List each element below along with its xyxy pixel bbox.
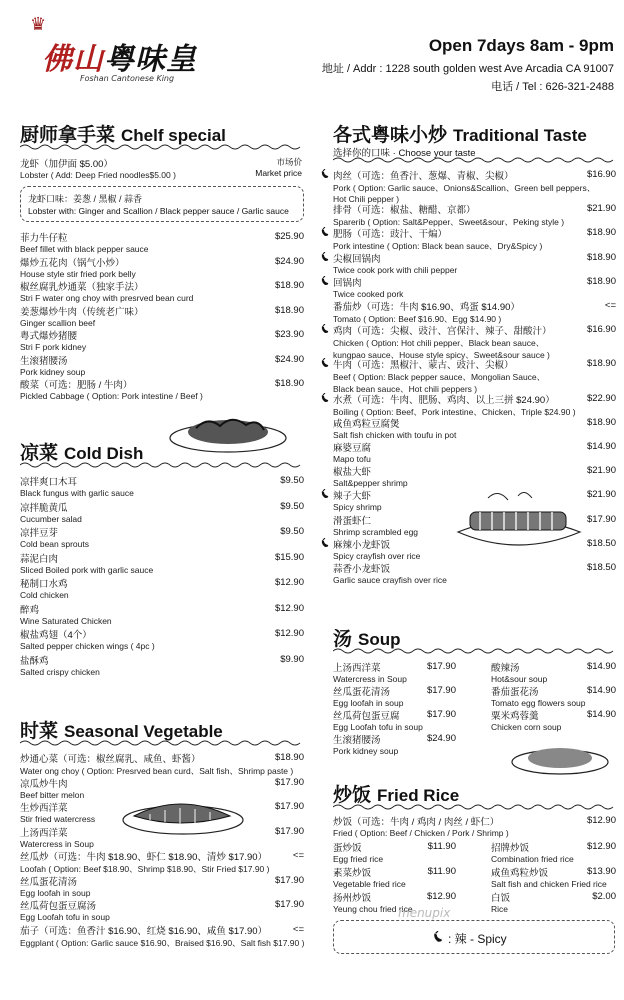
item-name-cn: 酸辣汤 [491,663,520,674]
item-name-en: Boiling ( Option: Beef、Pork intestine、Chicken、Triple $24.90 ) [333,406,576,417]
lobster-options-cn: 龙虾口味：姜葱 / 黑椒 / 蒜香 [28,194,143,204]
item-price: $18.50 [586,562,616,573]
menu-item [20,602,112,626]
item-name-cn: 茄子（可选：鱼香汁 $16.90、红烧 $16.90、咸鱼 $17.90） [20,925,268,937]
item-name-cn: 丝瓜荷包蛋豆腐汤 [20,901,97,912]
fish-dish-icon [120,790,246,836]
menu-item [333,513,418,537]
item-name-en: Egg loofah in soup [333,698,404,708]
chef-special-title: 厨师拿手菜 Chelf special [20,125,226,146]
menu-item [20,825,94,849]
item-name-en: Chicken corn soup [491,722,562,732]
item-price: $22.90 [586,392,616,404]
ribs-dish-icon [448,488,588,552]
logo-english-name: Foshan Cantonese King [80,74,175,83]
menu-item [20,377,203,401]
item-price: $14.90 [586,661,616,672]
menu-item [20,304,144,328]
menu-item [333,299,520,325]
item-price: $15.90 [274,551,304,563]
traditional-subtitle: 选择你的口味 · Choose your taste [333,148,476,159]
menu-item [333,561,447,585]
item-price: $14.90 [586,441,616,452]
item-price: $11.90 [427,866,456,877]
menu-item [333,251,457,275]
item-price: $9.50 [280,526,304,537]
item-name-en-cont: Black bean sauce、Hot chili peppers ) [333,384,478,395]
menu-item-fried-rice: 炒饭（可选：牛肉 / 鸡肉 / 肉丝 / 虾仁） Fried ( Option: Beef / Chicken / Pork / Shrimp ) [333,817,509,838]
item-name-cn: 丝瓜炒（可选：牛肉 $18.90、虾仁 $18.90、清炒 $17.90） [20,852,268,863]
traditional-title: 各式粤味小炒 Traditional Taste [333,125,587,146]
item-name-cn: 上汤西洋菜 [333,663,381,674]
menu-item [20,279,193,303]
item-name-cn: 上汤西洋菜 [20,827,68,839]
watermark: menupix [398,906,451,920]
item-name-cn: 牛肉（可选：黑椒汁、蒙古、豉汁、尖椒） [333,360,514,372]
item-name-en: Egg Loofah tofu in soup [333,722,423,732]
item-name-cn: 蒜香小龙虾饭 [333,564,391,575]
item-name-en: Pork ( Option: Garlic sauce、Onions&Scallion、Green bell peppers、 [333,183,596,193]
item-name-en: Salted pepper chicken wings ( 4pc ) [20,641,155,651]
item-price: $17.90 [426,661,456,672]
item-price: $18.90 [586,251,616,263]
item-name-en: Water ong choy ( Option: Presrved bean curd、Salt fish、Shrimp paste ) [20,766,294,776]
item-price: $21.90 [586,489,616,501]
item-name-cn: 生滚猪腰汤 [333,735,381,746]
item-name-cn: 丝瓜蛋花清汤 [333,687,391,698]
item-name-en: Loofah ( Option: Beef $18.90、Shrimp $18.90、Stir Fried $17.90 ) [20,864,270,874]
menu-item [333,323,552,361]
menu-item [20,328,86,352]
item-name-en: Rice [491,904,509,914]
item-name-en: Watercress in Soup [20,838,94,849]
item-name-en: Beef bitter melon [20,789,85,800]
wave-divider [20,739,304,747]
menu-item [333,416,456,440]
item-name-cn: 白饭 [491,893,511,904]
menu-item [491,660,547,684]
menu-header [0,0,624,110]
item-price: $16.90 [586,324,616,336]
item-price: $12.90 [426,891,456,902]
item-price: $17.90 [586,513,616,525]
menu-item [333,840,383,864]
item-price: $25.90 [274,231,304,242]
item-name-cn: 姜葱爆炒牛肉（传统老广味） [20,306,144,318]
item-name-en: Twice cooked pork [333,288,404,299]
item-price: $2.00 [592,891,616,902]
item-name-cn: 椒盐大虾 [333,467,372,479]
item-name-en: Sparerib ( Option: Salt&Pepper、Sweet&sour、Peking style ) [333,217,565,228]
item-name-en: House style stir fried pork belly [20,268,136,279]
item-name-en: Beef fillet with black pepper sauce [20,244,149,254]
menu-item [20,576,69,600]
chili-pepper-icon [320,358,330,368]
menu-item [20,776,84,800]
menu-item [20,653,100,677]
menu-item [333,440,371,464]
item-price: $24.90 [426,733,456,744]
dish-illustration-icon [168,410,288,454]
item-price: $23.90 [274,329,304,340]
item-name-cn: 番茄蛋花汤 [491,687,539,698]
item-name-en: Chicken ( Option: Hot chili pepper、Black bean sauce、 [333,338,545,349]
item-price: $18.90 [586,416,616,428]
item-name-cn: 滑蛋虾仁 [333,515,372,527]
item-name-en: Pork kidney soup [333,746,399,756]
chili-pepper-icon [320,169,330,179]
item-name-en: Sliced Boiled pork with garlic sauce [20,564,154,575]
item-price: $18.90 [274,752,304,763]
menu-item [333,275,403,299]
item-name-cn: 肉丝（可选：鱼香汁、葱爆、青椒、尖椒） [333,171,514,182]
item-name-cn: 辣子大虾 [333,491,372,503]
item-name-cn: 凉瓜炒牛肉 [20,778,68,790]
item-name-en: Black fungus with garlic sauce [20,488,134,498]
item-name-cn: 粟米鸡蓉羹 [491,711,539,722]
item-name-cn: 盐酥鸡 [20,655,49,667]
item-name-cn: 秘制口水鸡 [20,579,68,590]
item-name-en: Stri F pork kidney [20,342,87,352]
item-price: <= [604,300,616,311]
item-price: $21.90 [586,465,616,477]
item-price: $17.90 [274,874,304,886]
menu-item [20,500,82,524]
wave-divider [333,156,615,164]
menu-item [20,551,153,575]
item-price: $18.90 [274,304,304,316]
item-name-cn: 水煮（可选：牛肉、肥肠、鸡肉、以上三拼 $24.90） [333,394,555,406]
menu-item [333,464,408,488]
item-name-cn: 丝瓜蛋花清汤 [20,876,78,888]
item-name-cn: 蒜泥白肉 [20,553,59,565]
menu-item [333,226,542,252]
item-name-en: Ginger scallion beef [20,317,96,328]
item-name-en: Egg loofah in soup [20,887,91,898]
item-name-cn: 鸡肉（可选：尖椒、豉汁、宫保汁、辣子、甜酸汁） [333,326,552,338]
item-name-cn: 椒丝腐乳炒通菜（独家手法） [20,282,144,293]
item-name-en: Salt&pepper shrimp [333,478,408,489]
menu-item [20,874,90,898]
item-name-en: Twice cook pork with chili pepper [333,264,458,275]
menu-item [333,202,564,228]
item-name-cn: 椒盐鸡翅（4个） [20,630,92,641]
cold-dish-title: 凉菜 Cold Dish [20,443,144,464]
lobster-options-en: Lobster with: Ginger and Scallion / Black pepper sauce / Garlic sauce [28,206,289,216]
wave-divider [20,461,304,469]
menu-item [333,357,545,395]
item-price: $17.90 [274,899,304,910]
wave-divider [333,647,615,655]
soup-title: 汤 Soup [333,629,401,650]
item-name-en: Cucumber salad [20,513,82,524]
item-price: $18.90 [274,280,304,291]
opening-hours: Open 7days 8am - 9pm [428,36,614,55]
item-name-en: Eggplant ( Option: Garlic sauce $16.90、Braised $16.90、Salt fish $17.90 ) [20,937,305,948]
menu-item [20,230,149,254]
chili-pepper-icon [320,252,330,262]
item-price: $18.90 [586,227,616,239]
menu-item [333,732,398,756]
fried-rice-price: $12.90 [586,815,616,826]
item-name-cn: 排骨（可选：椒盐、糖醋、京都） [333,205,476,217]
item-name-cn: 咸鱼鸡粒豆腐煲 [333,418,400,430]
vegetable-title: 时菜 Seasonal Vegetable [20,721,223,742]
chili-pepper-icon [320,276,330,286]
item-name-cn: 番茄炒（可选：牛肉 $16.90、鸡蛋 $14.90） [333,302,520,313]
item-name-en: Combination fried rice [491,854,574,864]
chili-pepper-icon [432,931,444,943]
rice-dish-icon [510,738,610,778]
item-price: $24.90 [274,255,304,267]
item-price: $18.90 [274,378,304,389]
item-name-en: Egg fried rice [333,854,384,864]
menu-item [20,525,89,549]
item-name-en-cont: kungpao sauce、House style spicy、Sweet&sour sauce ) [333,350,550,361]
menu-item [20,849,269,875]
item-name-cn: 炒通心菜（可选：椒丝腐乳、咸鱼、虾酱） [20,754,201,765]
item-price: $18.90 [586,275,616,287]
item-price: $16.90 [586,169,616,180]
menu-item [333,660,407,684]
item-name-cn: 素菜炒饭 [333,868,372,879]
item-name-en: Watercress in Soup [333,674,407,684]
item-name-en: Salt fish chicken with toufu in pot [333,429,457,440]
item-price: <= [292,850,304,861]
item-price: $11.90 [427,841,456,852]
item-name-cn: 蛋炒饭 [333,843,362,854]
item-name-en: Shrimp scrambled egg [333,526,419,537]
menu-item [491,708,561,732]
menu-item [20,898,110,922]
restaurant-logo [22,14,212,84]
item-name-cn: 扬州炒饭 [333,893,372,904]
item-name-en: Pork kidney soup [20,366,86,377]
chili-pepper-icon [320,393,330,403]
item-name-cn: 麻辣小龙虾饭 [333,539,391,551]
item-name-cn: 招牌炒饭 [491,843,530,854]
item-name-en: Hot&sour soup [491,674,548,684]
item-name-en: Egg Loofah tofu in soup [20,912,110,922]
item-price: $13.90 [586,866,616,877]
item-price: $17.90 [274,825,304,837]
item-name-cn: 生炒西洋菜 [20,803,68,814]
item-name-en: Spicy crayfish over rice [333,550,421,561]
item-name-cn: 菲力牛仔粒 [20,233,68,244]
item-name-en: Cold bean sprouts [20,539,89,549]
menu-item [333,392,576,418]
item-name-en: Pork intestine ( Option: Black bean sauce、Dry&Spicy ) [333,241,543,252]
item-name-en: Pickled Cabbage ( Option: Pork intestine / Beef ) [20,391,203,401]
item-price: $17.90 [274,776,304,788]
item-name-cn: 凉拌脆黄瓜 [20,502,68,514]
menu-item [491,890,510,914]
item-name-cn: 麻婆豆腐 [333,443,372,454]
item-price: $17.90 [274,801,304,812]
item-price: <= [292,923,304,935]
fried-rice-title: 炒饭 Fried Rice [333,785,460,806]
item-name-en: Cold chicken [20,590,69,600]
item-name-cn: 咸鱼鸡粒炒饭 [491,868,549,879]
menu-item [20,800,95,824]
item-name-cn: 凉拌爽口木耳 [20,477,78,488]
item-price: $18.90 [586,358,616,370]
item-name-en: Garlic sauce crayfish over rice [333,575,447,585]
item-price: $12.90 [274,577,304,588]
lobster-price: 市场价 Market price [255,157,302,178]
item-name-en: Yeung chou fried rice [333,904,413,914]
item-name-en: Spicy shrimp [333,502,382,513]
menu-item [20,255,136,279]
item-name-en: Salted crispy chicken [20,666,100,677]
item-name-en: Beef ( Option: Black pepper sauce、Mongolian Sauce、 [333,372,546,383]
logo-chinese-name: 佛山粤味皇 [42,42,197,77]
item-price: $12.90 [586,841,616,852]
item-name-cn: 凉拌豆芽 [20,528,59,539]
item-price: $9.50 [280,500,304,512]
item-price: $24.90 [274,353,304,365]
item-name-cn: 丝瓜荷包蛋豆腐 [333,711,400,722]
menu-item [333,488,382,512]
menu-item [333,537,420,561]
item-name-cn: 爆炒五花肉（锅气小炒） [20,257,125,269]
item-name-cn: 醉鸡 [20,604,40,616]
item-name-cn: 生滚猪腰汤 [20,355,68,367]
chili-pepper-icon [320,489,330,499]
item-price: $17.90 [426,685,456,696]
address: 地址 / Addr : 1228 south golden west Ave Arcadia CA 91007 [321,63,614,75]
item-name-en-cont: Hot Chili pepper ) [333,194,400,204]
item-price: $18.50 [586,537,616,549]
item-name-cn: 尖椒回锅肉 [333,253,381,265]
item-price: $14.90 [586,685,616,696]
item-name-en: Vegetable fried rice [333,879,406,889]
item-name-en: Stri F water ong choy with presrved bean curd [20,293,194,303]
wave-divider [333,803,615,811]
wave-divider [20,143,304,151]
item-price: $12.90 [274,602,304,614]
item-name-cn: 回锅肉 [333,277,362,289]
spicy-legend-text: : 辣 - Spicy [448,932,507,946]
item-name-en: Tomato ( Option: Beef $16.90、Egg $14.90 ) [333,314,502,324]
item-name-en: Mapo tofu [333,454,371,464]
item-name-cn: 肥肠（可选：豉汁、干煸） [333,229,448,241]
menu-item-lobster: 龙虾（加伊面 $5.00） Lobster ( Add: Deep Fried noodles$5.00 ) [20,159,176,180]
item-price: $9.90 [280,653,304,665]
item-price: $17.90 [426,709,456,720]
item-name-en: Tomato egg flowers soup [491,698,586,708]
item-name-en: Stir fried watercress [20,814,96,824]
menu-item [333,865,406,889]
item-price: $12.90 [274,628,304,639]
item-name-cn: 粤式爆炒猪腰 [20,331,78,342]
menu-item [20,474,134,498]
chili-pepper-icon [320,324,330,334]
telephone: 电话 / Tel : 626-321-2488 [491,81,614,93]
chili-pepper-icon [320,538,330,548]
item-name-en: Wine Saturated Chicken [20,615,112,626]
menu-item [20,627,155,651]
item-price: $9.50 [280,475,304,486]
item-price: $14.90 [586,709,616,720]
menu-item [333,168,595,204]
chili-pepper-icon [320,227,330,237]
menu-item [20,353,85,377]
item-price: $21.90 [586,203,616,215]
item-name-cn: 酸菜（可选：肥肠 / 牛肉） [20,380,133,391]
item-name-en: Salt fish and chicken Fried rice [491,879,607,889]
menu-item [333,684,403,708]
crown-icon: ♛ [30,14,47,35]
